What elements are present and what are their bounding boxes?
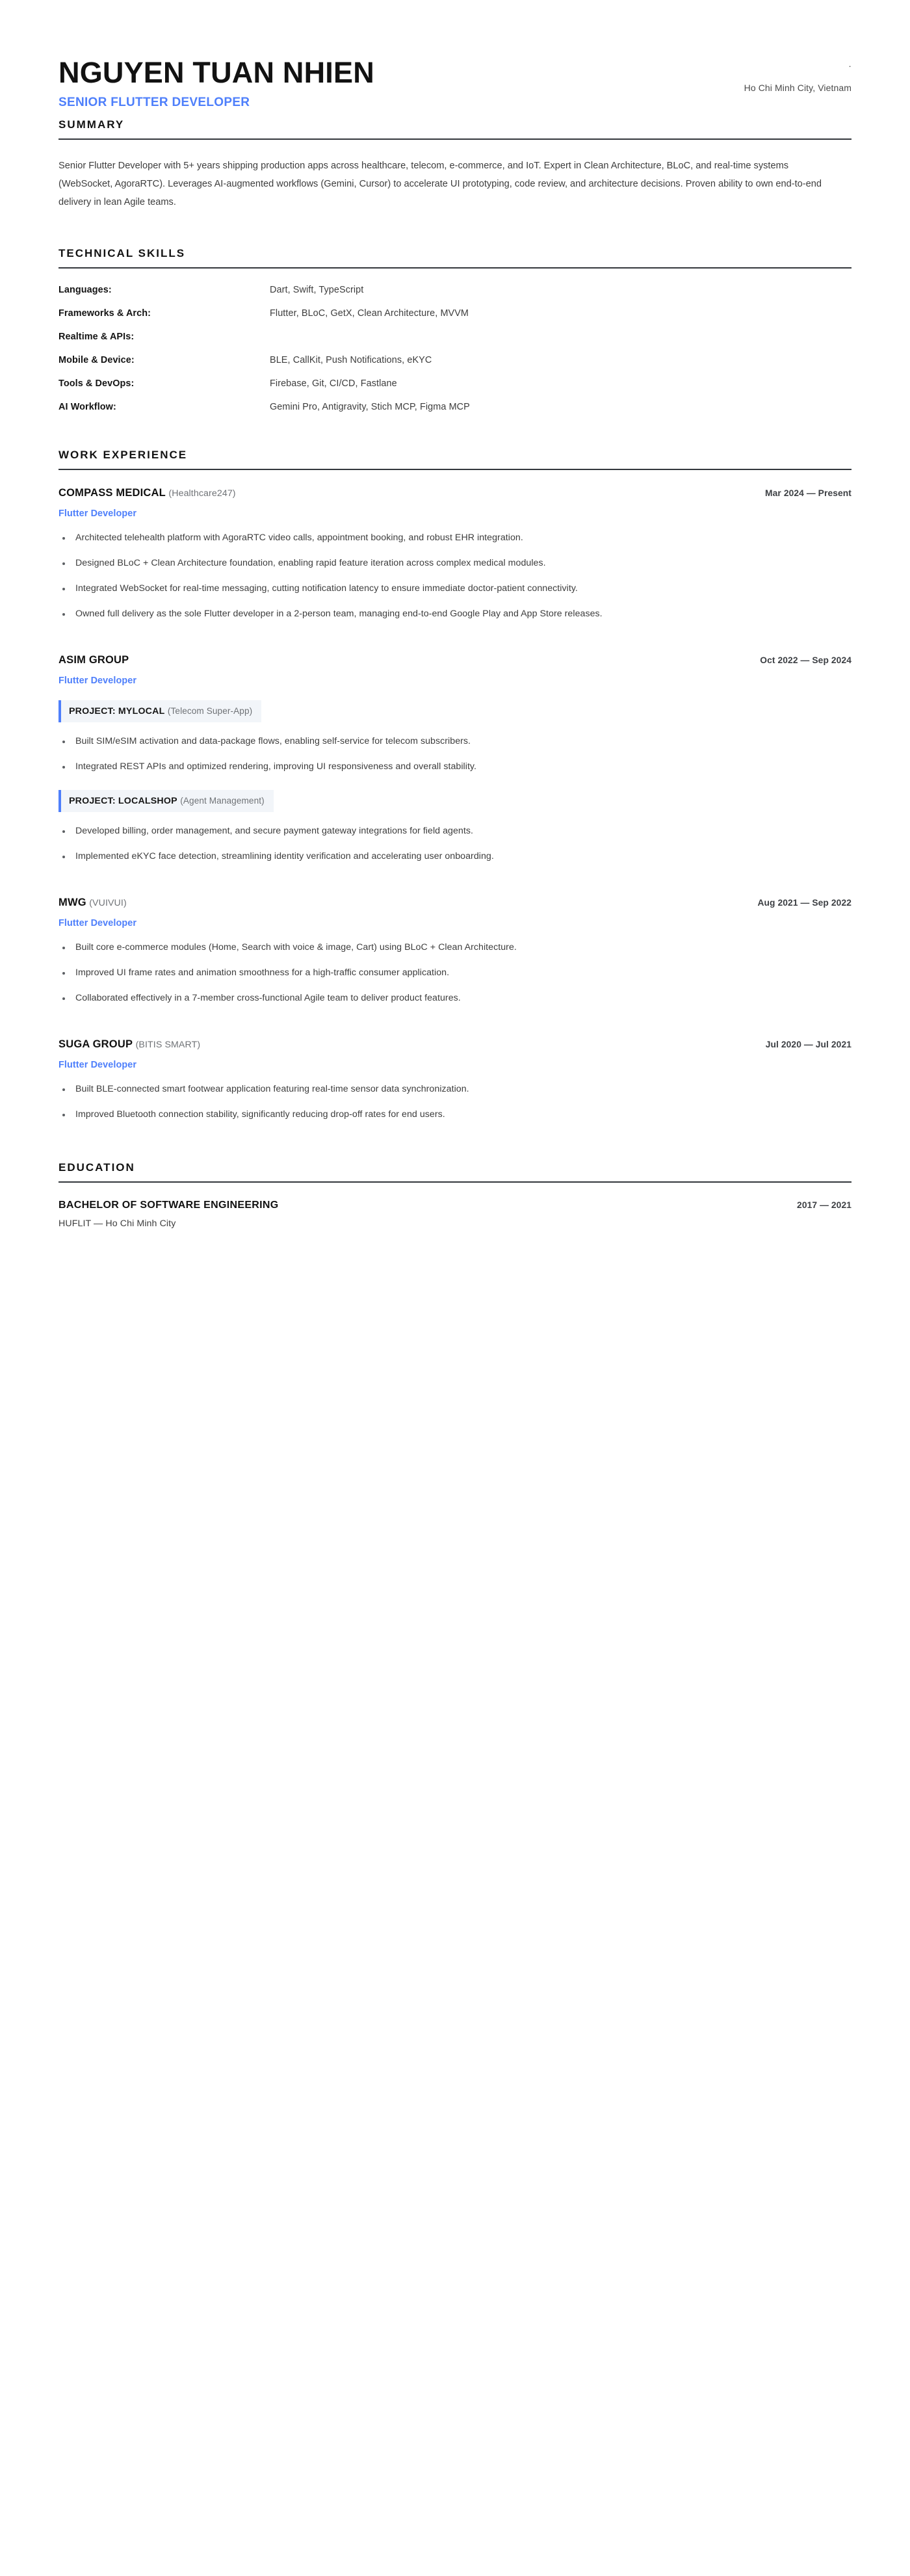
spacer — [58, 872, 852, 897]
skill-value: Firebase, Git, CI/CD, Fastlane — [270, 378, 397, 389]
job-company-line — [58, 1038, 200, 1051]
skill-value: Dart, Swift, TypeScript — [270, 285, 364, 295]
bullet-item: Improved UI frame rates and animation smoothness for a high-traffic consumer application. — [58, 964, 835, 982]
contact-block — [448, 57, 852, 96]
section-divider — [58, 267, 852, 269]
skill-label: Frameworks & Arch: — [58, 308, 151, 319]
skill-label: Realtime & APIs: — [58, 332, 135, 342]
job-header — [58, 1038, 852, 1051]
job-bullets — [58, 939, 852, 1007]
school-name: HUFLIT — Ho Chi Minh City — [58, 1218, 176, 1229]
resume-header — [58, 0, 852, 110]
job-role: Flutter Developer — [58, 1060, 137, 1070]
project-badge — [58, 790, 274, 812]
section-work-experience — [58, 449, 852, 1124]
summary-heading: SUMMARY — [58, 118, 125, 131]
project-title: PROJECT: MYLOCAL — [69, 706, 165, 716]
skill-row — [58, 285, 852, 295]
job-company: ASIM GROUP — [58, 654, 129, 666]
project-subtitle: (Telecom Super-App) — [167, 706, 253, 716]
bullet-item: Improved Bluetooth connection stability, significantly reducing drop-off rates for end users. — [58, 1106, 835, 1124]
education-entry — [58, 1200, 852, 1229]
bullet-item: Developed billing, order management, and secure payment gateway integrations for field agents. — [58, 822, 835, 840]
spacer — [58, 629, 852, 654]
job-product-name: (VUIVUI) — [89, 898, 127, 908]
section-divider — [58, 1181, 852, 1183]
bullet-item: Designed BLoC + Clean Architecture foundation, enabling rapid feature iteration across complex medical modules. — [58, 555, 835, 572]
skill-row — [58, 378, 852, 389]
bullet-item: Architected telehealth platform with AgoraRTC video calls, appointment booking, and robust EHR integration. — [58, 529, 835, 547]
skill-row — [58, 355, 852, 365]
section-education — [58, 1161, 852, 1229]
skill-label: Tools & DevOps: — [58, 378, 135, 389]
job-header — [58, 487, 852, 499]
skills-heading: TECHNICAL SKILLS — [58, 247, 186, 259]
resume-document — [0, 0, 910, 1229]
job-company: MWG — [58, 897, 86, 908]
job-product-name: (Healthcare247) — [168, 488, 236, 499]
bullet-item: Built BLE-connected smart footwear application featuring real-time sensor data synchronization. — [58, 1081, 835, 1098]
job-product-name: (BITIS SMART) — [135, 1040, 201, 1050]
spacer — [58, 1014, 852, 1038]
job-company: SUGA GROUP — [58, 1038, 133, 1050]
summary-paragraph: Senior Flutter Developer with 5+ years shipping production apps across healthcare, telecom, e-commerce, and IoT. Expert in Clean Architecture, BLoC, and real-time systems (WebSocket, AgoraRTC). Leverages AI-augmented workflows (Gemini, Cursor) to accelerate UI prototyping, code review, and architecture decisions. Proven ability to own end-to-end delivery in lean Agile teams. — [58, 161, 822, 207]
project-bullets — [58, 822, 852, 865]
education-heading: EDUCATION — [58, 1161, 135, 1174]
skill-row — [58, 402, 852, 412]
job-entry — [58, 1038, 852, 1124]
section-divider — [58, 138, 852, 140]
skill-label: AI Workflow: — [58, 402, 116, 412]
education-header — [58, 1200, 852, 1211]
bullet-separator-icon: · — [848, 60, 852, 71]
project-badge — [58, 700, 261, 722]
contact-location: Ho Chi Minh City, Vietnam — [744, 83, 852, 93]
job-header — [58, 654, 852, 666]
bullet-item: Integrated REST APIs and optimized rendering, improving UI responsiveness and overall stability. — [58, 758, 835, 776]
contact-links-line — [448, 57, 852, 74]
skill-label: Languages: — [58, 285, 112, 295]
job-bullets — [58, 1081, 852, 1124]
job-dates: Oct 2022 — Sep 2024 — [760, 655, 852, 665]
bullet-item: Built core e-commerce modules (Home, Search with voice & image, Cart) using BLoC + Clean Architecture. — [58, 939, 835, 956]
job-dates: Aug 2021 — Sep 2022 — [757, 898, 852, 908]
skill-row — [58, 332, 852, 342]
job-company-line — [58, 487, 236, 499]
job-bullets — [58, 529, 852, 623]
skill-row — [58, 308, 852, 319]
job-dates: Mar 2024 — Present — [765, 488, 852, 498]
work-heading: WORK EXPERIENCE — [58, 449, 188, 461]
job-role: Flutter Developer — [58, 918, 137, 928]
job-header — [58, 897, 852, 909]
skill-label: Mobile & Device: — [58, 355, 135, 365]
job-entry — [58, 654, 852, 865]
candidate-name: NGUYEN TUAN NHIEN — [58, 56, 374, 89]
bullet-item: Built SIM/eSIM activation and data-package flows, enabling self-service for telecom subscribers. — [58, 733, 835, 750]
section-divider — [58, 469, 852, 470]
bullet-item: Implemented eKYC face detection, streamlining identity verification and accelerating user onboarding. — [58, 848, 835, 865]
job-entry — [58, 487, 852, 623]
bullet-item: Integrated WebSocket for real-time messaging, cutting notification latency to ensure immediate doctor-patient connectivity. — [58, 580, 835, 598]
degree-title: BACHELOR OF SOFTWARE ENGINEERING — [58, 1200, 279, 1211]
project-title: PROJECT: LOCALSHOP — [69, 796, 177, 806]
skill-value: Gemini Pro, Antigravity, Stich MCP, Figma MCP — [270, 402, 470, 412]
project-subtitle: (Agent Management) — [180, 796, 265, 806]
bullet-item: Collaborated effectively in a 7-member cross-functional Agile team to deliver product features. — [58, 990, 835, 1007]
summary-body — [58, 157, 852, 211]
skill-value: Flutter, BLoC, GetX, Clean Architecture, MVVM — [270, 308, 469, 319]
section-technical-skills — [58, 247, 852, 412]
job-role: Flutter Developer — [58, 508, 137, 519]
skills-list — [58, 285, 852, 412]
job-company: COMPASS MEDICAL — [58, 487, 166, 499]
bullet-item: Owned full delivery as the sole Flutter developer in a 2-person team, managing end-to-end Google Play and App Store releases. — [58, 605, 835, 623]
degree-dates: 2017 — 2021 — [797, 1200, 852, 1210]
candidate-title: SENIOR FLUTTER DEVELOPER — [58, 96, 250, 110]
skill-value: BLE, CallKit, Push Notifications, eKYC — [270, 355, 432, 365]
job-company-line — [58, 654, 129, 666]
job-entry — [58, 897, 852, 1007]
job-company-line — [58, 897, 127, 909]
job-role: Flutter Developer — [58, 676, 137, 686]
section-summary — [58, 118, 852, 211]
job-list — [58, 487, 852, 1124]
job-dates: Jul 2020 — Jul 2021 — [765, 1040, 852, 1049]
project-bullets — [58, 733, 852, 776]
